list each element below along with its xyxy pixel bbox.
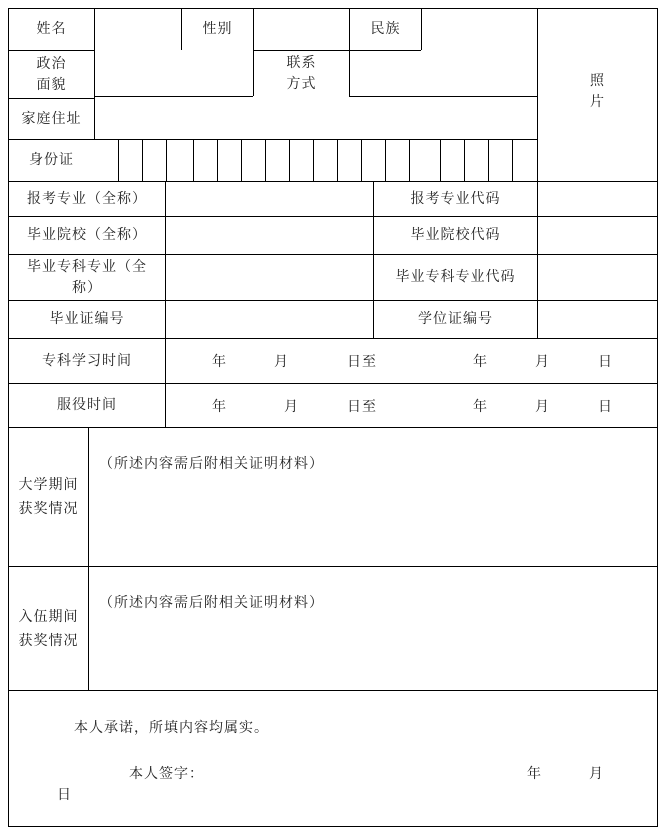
service-awards-field[interactable]	[89, 567, 657, 690]
border-bottom	[8, 826, 658, 827]
pledge-statement: 本人承诺，所填内容均属实。	[74, 720, 269, 736]
school-code-field[interactable]	[538, 217, 657, 254]
study-month-end: 月	[535, 354, 550, 370]
political-status-line2: 面貌	[36, 76, 67, 93]
school-label: 毕业院校（全称）	[27, 227, 147, 243]
pledge-section	[9, 691, 657, 826]
study-day-to: 日至	[347, 354, 377, 370]
school-field[interactable]	[166, 217, 373, 254]
ethnicity-label: 民族	[370, 21, 401, 37]
college-awards-field[interactable]	[89, 428, 657, 566]
political-status-label	[9, 51, 94, 98]
service-time-field[interactable]	[166, 384, 657, 427]
signature-field[interactable]	[209, 759, 509, 783]
name-label: 姓名	[36, 21, 67, 37]
service-awards-line2: 获奖情况	[18, 632, 79, 649]
college-awards-line2: 获奖情况	[18, 501, 79, 517]
study-year-start: 年	[212, 354, 227, 370]
college-major-line2: 称）	[72, 279, 102, 296]
contact-field[interactable]	[350, 51, 537, 96]
service-year-end: 年	[473, 399, 488, 415]
gender-field[interactable]	[254, 9, 349, 50]
college-awards-note: （所述内容需后附相关证明材料）	[99, 456, 324, 472]
diploma-number-label: 毕业证编号	[49, 311, 125, 327]
degree-number-label: 学位证编号	[418, 311, 493, 327]
service-day-end: 日	[598, 399, 613, 415]
college-awards-label	[9, 428, 88, 566]
political-status-line1: 政治	[36, 55, 67, 72]
major-applied-field[interactable]	[166, 182, 373, 216]
signature-label: 本人签字：	[129, 766, 204, 782]
service-month-start: 月	[284, 399, 299, 415]
photo-label-1: 照	[590, 73, 605, 89]
degree-number-field[interactable]	[538, 301, 657, 338]
contact-label	[254, 51, 349, 96]
service-awards-label	[9, 567, 88, 690]
major-code-label: 报考专业代码	[410, 190, 501, 207]
service-year-start: 年	[212, 399, 227, 415]
college-awards-line1: 大学期间	[18, 477, 79, 493]
service-day-to: 日至	[347, 399, 377, 415]
photo-box[interactable]	[538, 9, 657, 181]
pledge-year: 年	[527, 766, 542, 782]
name-field[interactable]	[95, 9, 181, 50]
study-time-field[interactable]	[166, 339, 657, 383]
study-day-end: 日	[598, 354, 613, 370]
photo-label-2: 片	[590, 94, 605, 110]
border-right	[657, 8, 658, 827]
major-code-field[interactable]	[538, 182, 657, 216]
id-card-field[interactable]	[95, 140, 537, 181]
ethnicity-field[interactable]	[422, 9, 537, 50]
pledge-day: 日	[57, 787, 72, 803]
college-major-field[interactable]	[166, 255, 373, 300]
address-field[interactable]	[95, 97, 537, 139]
service-time-label: 服役时间	[57, 397, 117, 413]
college-major-line1: 毕业专科专业（全	[27, 258, 147, 275]
service-awards-note: （所述内容需后附相关证明材料）	[99, 595, 324, 611]
study-time-label: 专科学习时间	[42, 352, 132, 369]
service-month-end: 月	[535, 399, 550, 415]
pledge-month: 月	[589, 766, 604, 782]
political-status-field[interactable]	[95, 51, 253, 96]
address-label: 家庭住址	[21, 110, 82, 127]
contact-line1: 联系	[286, 54, 317, 71]
school-code-label: 毕业院校代码	[410, 227, 501, 243]
college-major-code-label: 毕业专科专业代码	[395, 269, 516, 285]
college-major-label	[9, 255, 165, 300]
major-applied-label: 报考专业（全称）	[27, 190, 147, 207]
gender-label: 性别	[202, 21, 233, 37]
college-major-code-field[interactable]	[538, 255, 657, 300]
id-card-label: 身份证	[29, 152, 74, 168]
contact-line2: 方式	[286, 75, 317, 92]
study-month-start: 月	[274, 354, 289, 370]
service-awards-line1: 入伍期间	[18, 608, 79, 625]
study-year-end: 年	[473, 354, 488, 370]
diploma-number-field[interactable]	[166, 301, 373, 338]
